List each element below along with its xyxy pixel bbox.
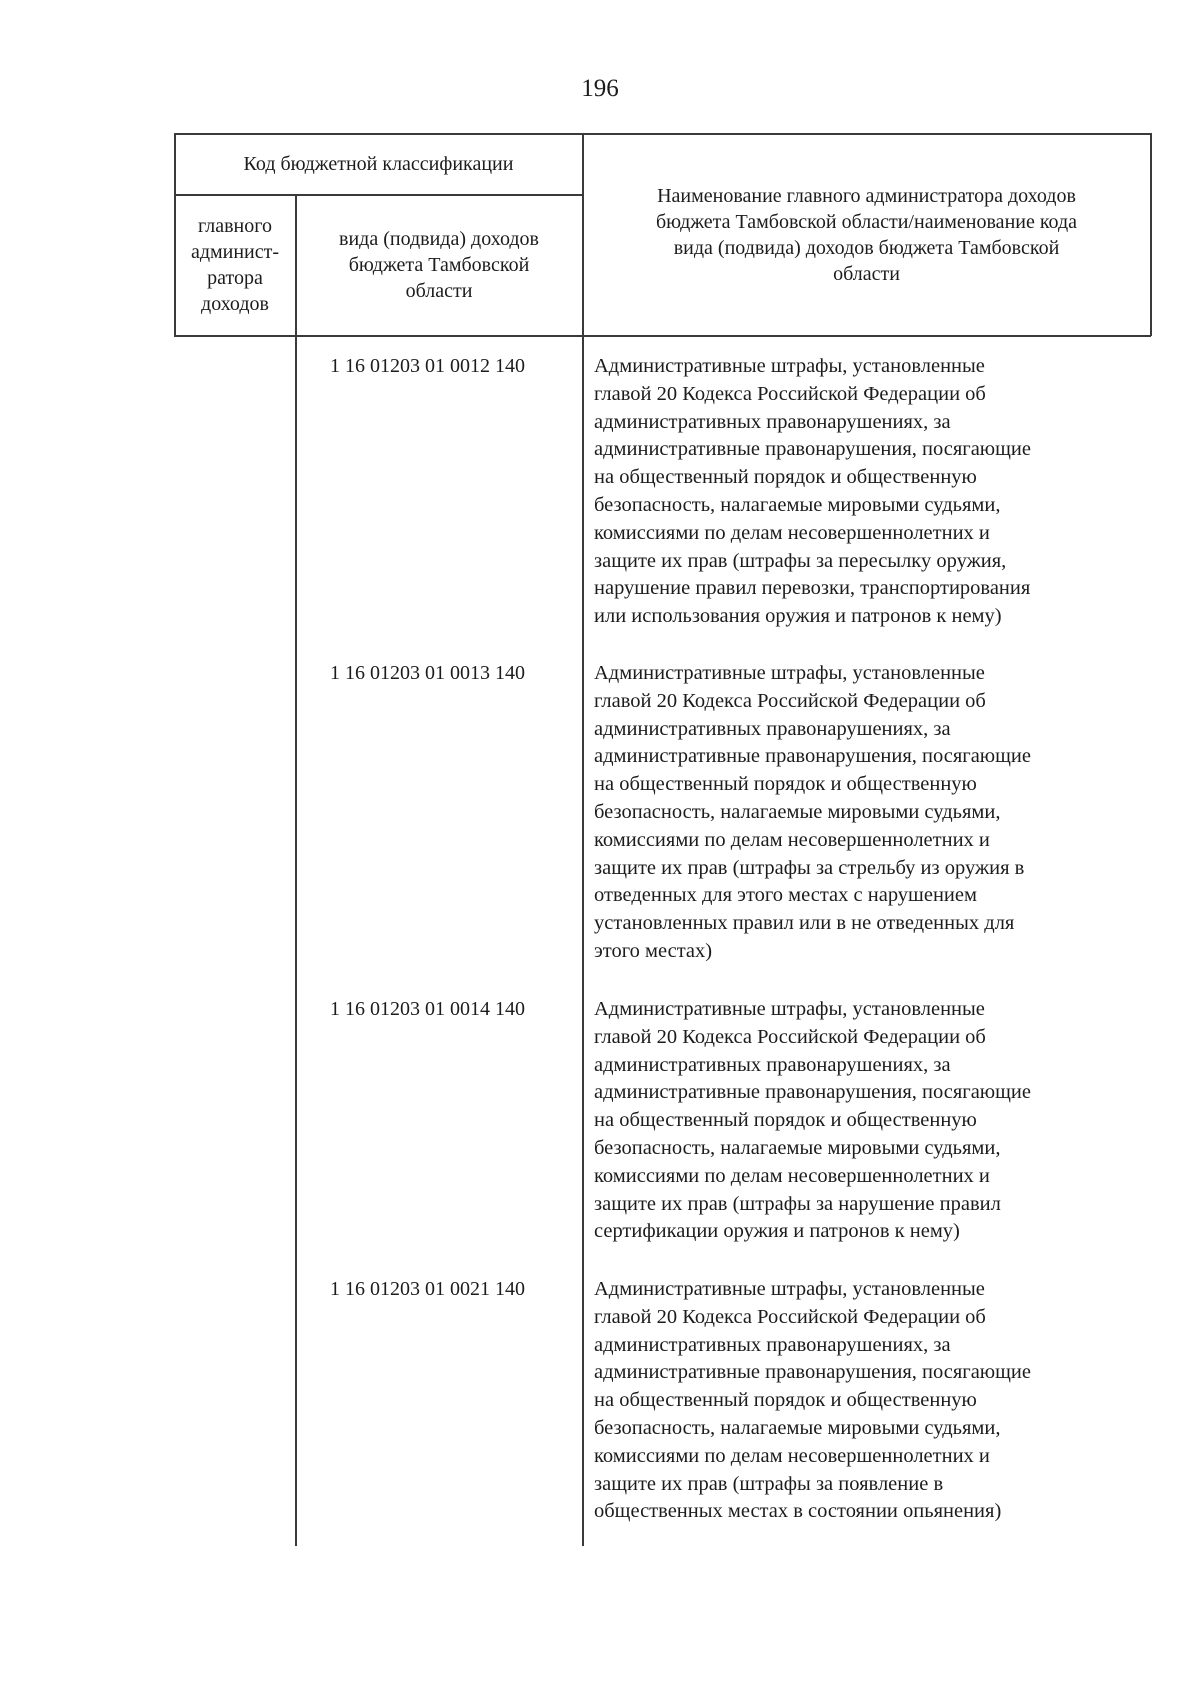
row-description [594,996,1154,1246]
description-line: административных правонарушениях, за [594,1333,951,1356]
description-line: общественных местах в состоянии опьянения) [594,1500,1002,1523]
description-line: административные правонарушения, посягающие [594,1081,1031,1104]
row-code: 1 16 01203 01 0013 140 [330,662,525,684]
row-description [594,660,1154,966]
description-line: административные правонарушения, посягающие [594,1361,1031,1384]
description-line: сертификации оружия и патронов к нему) [594,1220,960,1243]
header-col-name-line: области [833,262,900,285]
description-line: безопасность, налагаемые мировыми судьями, [594,1136,1001,1159]
description-line: комиссиями по делам несовершеннолетних и [594,1444,990,1467]
description-line: административных правонарушениях, за [594,1053,951,1076]
description-line: защите их прав (штрафы за пересылку оружия, [594,549,1007,572]
description-line: комиссиями по делам несовершеннолетних и [594,521,990,544]
header-col-admin-line: админист- [190,241,280,263]
table-header-bottom-border [174,335,1151,337]
description-line: Административные штрафы, установленные [594,355,985,377]
header-col-kind-line: вида (подвида) доходов [339,228,539,250]
row-code: 1 16 01203 01 0021 140 [330,1278,525,1300]
description-line: комиссиями по делам несовершеннолетних и [594,1164,990,1187]
description-line: этого местах) [594,939,713,962]
header-col-admin-line: ратора [207,267,263,289]
page-number: 196 [581,75,619,102]
description-line: главой 20 Кодекса Российской Федерации об [594,1305,986,1328]
description-line: комиссиями по делам несовершеннолетних и [594,828,990,851]
description-line: главой 20 Кодекса Российской Федерации об [594,1025,986,1048]
description-line: защите их прав (штрафы за стрельбу из оружия в [594,856,1025,879]
description-line: на общественный порядок и общественную [594,1389,977,1412]
description-line: административные правонарушения, посягающие [594,438,1031,461]
header-col-admin-line: доходов [201,293,269,315]
column-divider-name [582,133,584,1546]
header-col-name-line: вида (подвида) доходов бюджета Тамбовской [673,236,1060,259]
column-divider-admin [295,194,297,1546]
description-line: или использования оружия и патронов к нему) [594,605,1002,628]
header-col-admin [175,195,295,335]
description-line: установленных правил или в не отведенных для [594,912,1015,935]
header-col-kind-line: бюджета Тамбовской [348,254,530,276]
header-col-kind-line: области [405,280,473,302]
header-col-admin-line: главного [198,215,272,237]
row-code: 1 16 01203 01 0014 140 [330,998,525,1020]
header-col-name-line: Наименование главного администратора доходов [657,184,1076,207]
header-col-name-line: бюджета Тамбовской области/наименование кода [655,210,1078,233]
description-line: главой 20 Кодекса Российской Федерации об [594,382,986,405]
description-line: безопасность, налагаемые мировыми судьями, [594,800,1001,823]
description-line: на общественный порядок и общественную [594,1109,977,1132]
description-line: Административные штрафы, установленные [594,662,985,684]
description-line: Административные штрафы, установленные [594,998,985,1020]
header-col-kind [296,195,582,335]
table-right-border [1150,133,1152,336]
description-line: безопасность, налагаемые мировыми судьями, [594,493,1001,516]
description-line: защите их прав (штрафы за нарушение правил [594,1192,1001,1215]
description-line: административных правонарушениях, за [594,717,951,740]
row-description [594,353,1154,631]
description-line: главой 20 Кодекса Российской Федерации об [594,689,986,712]
description-line: Административные штрафы, установленные [594,1278,985,1300]
description-line: на общественный порядок и общественную [594,773,977,796]
row-code: 1 16 01203 01 0012 140 [330,355,525,377]
description-line: административные правонарушения, посягающие [594,745,1031,768]
header-col-name [583,134,1150,335]
description-line: отведенных для этого местах с нарушением [594,884,977,907]
description-line: защите их прав (штрафы за появление в [594,1472,944,1495]
description-line: на общественный порядок и общественную [594,466,977,489]
description-line: нарушение правил перевозки, транспортирования [594,577,1031,600]
description-line: безопасность, налагаемые мировыми судьями, [594,1416,1001,1439]
header-group-title: Код бюджетной классификации [243,153,514,175]
description-line: административных правонарушениях, за [594,410,951,433]
row-description [594,1276,1154,1526]
